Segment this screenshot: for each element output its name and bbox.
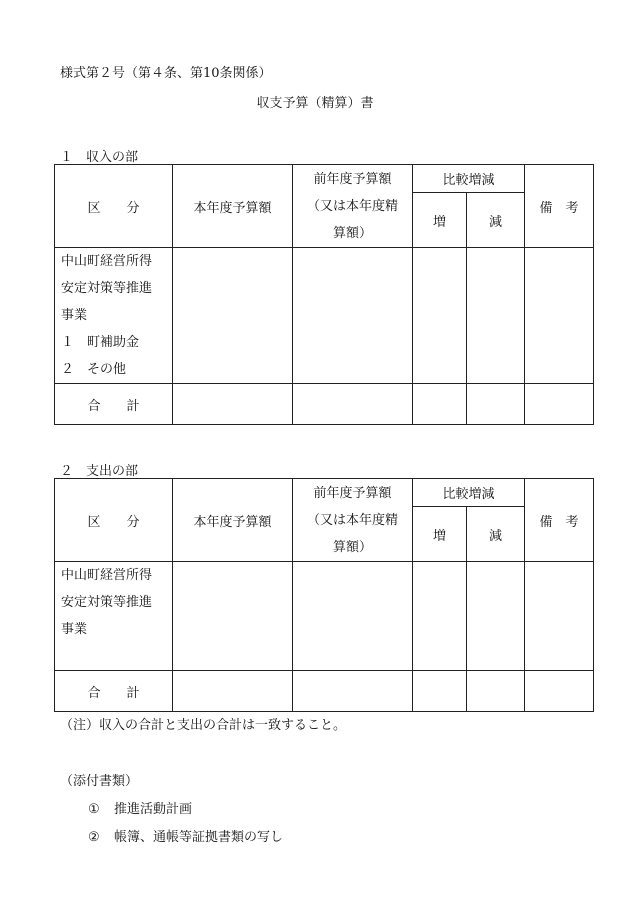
- income-total-remarks: [525, 384, 594, 425]
- form-number: 様式第２号（第４条、第10条関係）: [60, 66, 272, 81]
- income-total-label: 合 計: [55, 384, 173, 425]
- income-total-increase: [413, 384, 467, 425]
- expense-decrease-cell: [467, 562, 525, 671]
- attachment-text: 帳簿、通帳等証拠書類の写し: [114, 830, 284, 845]
- header-remarks: 備 考: [525, 165, 594, 248]
- income-previous-cell: [293, 248, 413, 384]
- expense-total-decrease: [467, 671, 525, 712]
- document-title: 収支予算（精算）書: [256, 96, 374, 111]
- income-total-decrease: [467, 384, 525, 425]
- expense-current-cell: [173, 562, 293, 671]
- expense-table: [54, 478, 594, 712]
- header-current-budget: 本年度予算額: [173, 165, 293, 248]
- income-table: [54, 164, 594, 425]
- income-total-previous: [293, 384, 413, 425]
- attachment-number: ②: [88, 830, 100, 845]
- income-section-heading: １ 収入の部: [60, 150, 139, 165]
- income-current-cell: [173, 248, 293, 384]
- expense-total-remarks: [525, 671, 594, 712]
- income-total-current: [173, 384, 293, 425]
- header-previous-budget: [293, 479, 413, 562]
- header-comparison: 比較増減: [413, 479, 525, 507]
- expense-previous-cell: [293, 562, 413, 671]
- expense-total-previous: [293, 671, 413, 712]
- header-decrease: 減: [467, 507, 525, 562]
- income-item: ２ その他: [61, 362, 127, 377]
- header-previous-budget: [293, 165, 413, 248]
- income-item: 安定対策等推進: [61, 281, 153, 296]
- income-item: 事業: [61, 308, 88, 323]
- expense-item: 中山町経営所得: [61, 568, 153, 583]
- attachment-number: ①: [88, 802, 100, 817]
- header-category: 区 分: [55, 165, 173, 248]
- header-previous-budget-line: 算額）: [332, 225, 372, 241]
- header-increase: 増: [413, 193, 467, 248]
- income-increase-cell: [413, 248, 467, 384]
- header-category: 区 分: [55, 479, 173, 562]
- income-item: １ 町補助金: [61, 335, 140, 350]
- attachment-text: 推進活動計画: [114, 802, 193, 817]
- header-comparison: 比較増減: [413, 165, 525, 193]
- header-previous-budget-line: 算額）: [332, 539, 372, 555]
- expense-total-label: 合 計: [55, 671, 173, 712]
- attachment-item: [88, 826, 283, 845]
- income-item: 中山町経営所得: [61, 254, 153, 269]
- header-remarks: 備 考: [525, 479, 594, 562]
- income-decrease-cell: [467, 248, 525, 384]
- header-previous-budget-line: （又は本年度精: [306, 512, 398, 528]
- income-items-cell: [55, 248, 173, 384]
- expense-total-current: [173, 671, 293, 712]
- header-previous-budget-line: （又は本年度精: [306, 198, 398, 214]
- note-text: （注）収入の合計と支出の合計は一致すること。: [60, 718, 347, 733]
- attachments-heading: （添付書類）: [60, 774, 139, 789]
- header-previous-budget-line: 前年度予算額: [313, 485, 392, 501]
- attachment-item: [88, 798, 192, 817]
- expense-increase-cell: [413, 562, 467, 671]
- expense-item: 事業: [61, 622, 88, 637]
- expense-items-cell: [55, 562, 173, 671]
- income-remarks-cell: [525, 248, 594, 384]
- expense-item: 安定対策等推進: [61, 595, 153, 610]
- expense-total-increase: [413, 671, 467, 712]
- expense-item-blank: [61, 643, 172, 670]
- header-previous-budget-line: 前年度予算額: [313, 171, 392, 187]
- expense-remarks-cell: [525, 562, 594, 671]
- header-decrease: 減: [467, 193, 525, 248]
- header-increase: 増: [413, 507, 467, 562]
- header-current-budget: 本年度予算額: [173, 479, 293, 562]
- expense-section-heading: ２ 支出の部: [60, 464, 139, 479]
